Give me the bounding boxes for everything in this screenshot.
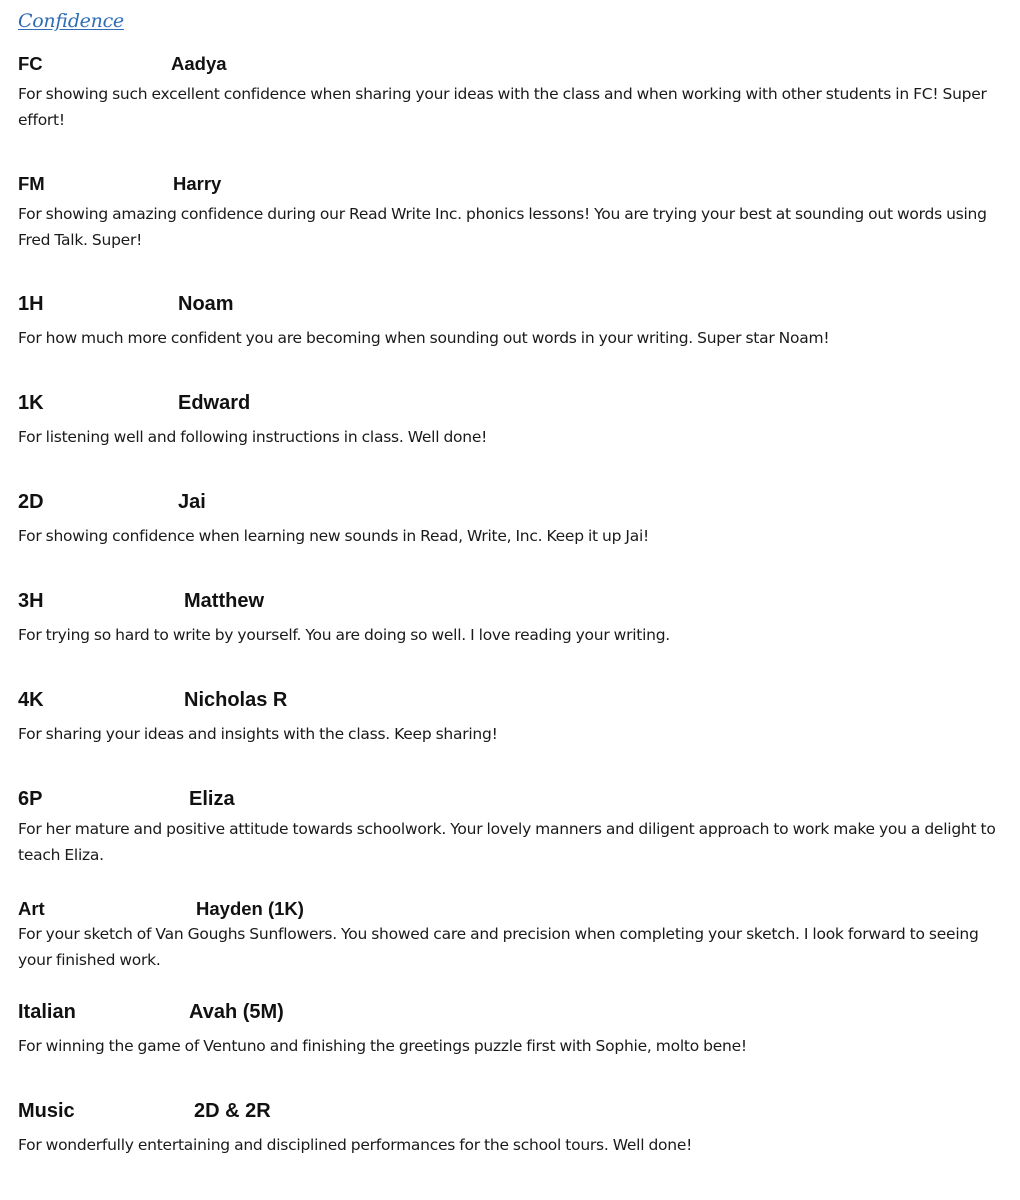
entry-header [18, 1100, 1004, 1124]
class-label: Italian [18, 1001, 76, 1023]
award-entry [18, 293, 1004, 351]
student-name: Nicholas R [184, 689, 288, 711]
award-entry [18, 173, 1004, 253]
award-entry [18, 392, 1004, 450]
entry-header [18, 293, 1004, 317]
award-text: For winning the game of Ventuno and finishing the greetings puzzle first with Sophie, molto bene! [18, 1037, 747, 1055]
entry-header [18, 788, 1004, 812]
class-label: 1K [18, 392, 44, 414]
class-label: 2D [18, 491, 44, 513]
student-name: Noam [178, 293, 234, 315]
entry-header [18, 491, 1004, 515]
student-name: Eliza [189, 788, 235, 810]
award-entry [18, 689, 1004, 747]
award-text: For sharing your ideas and insights with the class. Keep sharing! [18, 725, 498, 743]
student-name: Jai [178, 491, 206, 513]
class-label: FM [18, 173, 45, 194]
award-text: For trying so hard to write by yourself. You are doing so well. I love reading your writing. [18, 626, 670, 644]
student-name: Harry [173, 173, 222, 194]
class-label: Art [18, 898, 45, 919]
award-entry [18, 590, 1004, 648]
class-label: 1H [18, 293, 44, 315]
class-label: 4K [18, 689, 44, 711]
award-entry [18, 53, 1004, 133]
award-text: For showing confidence when learning new sounds in Read, Write, Inc. Keep it up Jai! [18, 527, 649, 545]
award-text: For your sketch of Van Goughs Sunflowers. You showed care and precision when completing your sketch. I look forward to seeing your finished work. [18, 925, 979, 969]
entry-header [18, 392, 1004, 416]
award-text: For how much more confident you are becoming when sounding out words in your writing. Super star Noam! [18, 329, 830, 347]
award-entry [18, 491, 1004, 549]
award-entry [18, 788, 1004, 868]
student-name: Avah (5M) [189, 1001, 284, 1023]
entry-header [18, 590, 1004, 614]
entry-header [18, 53, 1004, 77]
award-entry [18, 898, 1004, 973]
student-name: 2D & 2R [194, 1100, 271, 1122]
student-name: Hayden (1K) [196, 898, 304, 919]
class-label: FC [18, 53, 43, 74]
award-entry [18, 1001, 1004, 1059]
class-label: 3H [18, 590, 44, 612]
award-text: For showing such excellent confidence when sharing your ideas with the class and when working with other students in FC! Super effort! [18, 85, 987, 129]
class-label: Music [18, 1100, 75, 1122]
award-text: For listening well and following instructions in class. Well done! [18, 428, 488, 446]
page-heading: Confidence [18, 10, 124, 32]
entry-header [18, 689, 1004, 713]
award-entry [18, 1100, 1004, 1158]
award-text: For showing amazing confidence during our Read Write Inc. phonics lessons! You are trying your best at sounding out words using Fred Talk. Super! [18, 205, 987, 249]
award-text: For her mature and positive attitude towards schoolwork. Your lovely manners and diligent approach to work make you a delight to teach Eliza. [18, 820, 996, 864]
award-text: For wonderfully entertaining and disciplined performances for the school tours. Well done! [18, 1136, 693, 1154]
class-label: 6P [18, 788, 43, 810]
student-name: Aadya [171, 53, 227, 74]
student-name: Edward [178, 392, 251, 414]
entry-header [18, 1001, 1004, 1025]
student-name: Matthew [184, 590, 264, 612]
entry-header [18, 898, 1004, 922]
entry-header [18, 173, 1004, 197]
